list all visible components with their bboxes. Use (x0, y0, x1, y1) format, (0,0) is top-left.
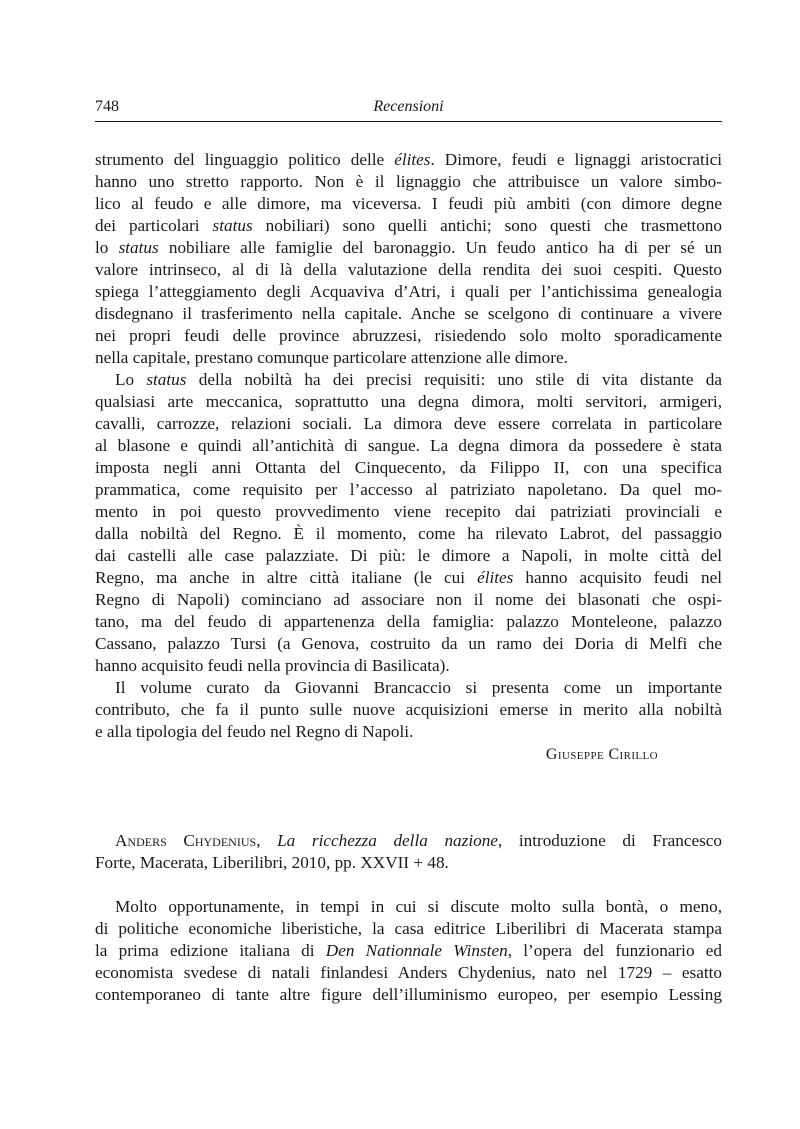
page-header (95, 98, 722, 120)
text-line: Regno, ma anche in altre città italiane (le cui élites hanno acquisito feudi nel (95, 568, 722, 587)
text-line: contemporaneo di tante altre figure dell’illuminismo europeo, per esempio Lessing (95, 985, 722, 1004)
text-line: hanno acquisito feudi nella provincia di Basilicata). (95, 656, 450, 675)
text-line: lico al feudo e alle dimore, ma viceversa. I feudi più ambiti (con dimore degne (95, 194, 722, 213)
text-line: Regno di Napoli) cominciano ad associare non il nome dei blasonati che ospi- (95, 590, 722, 609)
text-line: qualsiasi arte meccanica, soprattutto una degna dimora, molti servitori, armigeri, (95, 392, 722, 411)
text-line: nella capitale, prestano comunque particolare attenzione alle dimore. (95, 348, 568, 367)
text-line: dai castelli alle case palazziate. Di più: le dimore a Napoli, in molte città del (95, 546, 722, 565)
text-line: la prima edizione italiana di Den Nationnale Winsten, l’opera del funzionario ed (95, 941, 722, 960)
text-line: e alla tipologia del feudo nel Regno di Napoli. (95, 722, 414, 741)
citation-author: Anders Chydenius (115, 831, 257, 850)
text-line: strumento del linguaggio politico delle élites. Dimore, feudi e lignaggi aristocratici (95, 150, 722, 169)
text-line: Cassano, palazzo Tursi (a Genova, costruito da un ramo dei Doria di Melfi che (95, 634, 722, 653)
citation-title: La ricchezza della nazione (277, 831, 498, 850)
text-line: al blasone e quindi all’antichità di sangue. La degna dimora da possedere è stata (95, 436, 722, 455)
text-line: Lo status della nobiltà ha dei precisi requisiti: uno stile di vita distante da (115, 370, 722, 389)
text-line: contributo, che fa il punto sulle nuove acquisizioni emerse in merito alla nobiltà (95, 700, 722, 719)
citation-line: Anders Chydenius, La ricchezza della nazione, introduzione di Francesco (115, 831, 723, 850)
text-line: spiega l’atteggiamento degli Acquaviva d’Atri, i quali per l’antichissima genealogia (95, 282, 722, 301)
text-line: tano, ma del feudo di appartenenza della famiglia: palazzo Monteleone, palazzo (95, 612, 722, 631)
page-number: 748 (95, 98, 119, 115)
citation-line: Forte, Macerata, Liberilibri, 2010, pp. XXVII + 48. (95, 853, 449, 872)
text-line: imposta negli anni Ottanta del Cinquecento, da Filippo II, con una specifica (95, 458, 722, 477)
text-line: valore intrinseco, al di là della valutazione della rendita dei suoi cespiti. Questo (95, 260, 722, 279)
text-line: lo status nobiliare alle famiglie del baronaggio. Un feudo antico ha di per sé un (95, 238, 722, 257)
text-line: Il volume curato da Giovanni Brancaccio si presenta come un importante (115, 678, 722, 697)
text-line: dei particolari status nobiliari) sono quelli antichi; sono questi che trasmettono (95, 216, 722, 235)
text-line: cavalli, carrozze, relazioni sociali. La dimora deve essere correlata in particolare (95, 414, 722, 433)
text-line: di politiche economiche liberistiche, la casa editrice Liberilibri di Macerata stampa (95, 919, 722, 938)
text-line: dalla nobiltà del Regno. È il momento, come ha rilevato Labrot, del passaggio (95, 524, 722, 543)
text-line: Molto opportunamente, in tempi in cui si discute molto sulla bontà, o meno, (115, 897, 722, 916)
text-line: prammatica, come requisito per l’accesso al patriziato napoletano. Da quel mo- (95, 480, 722, 499)
text-line: mento in poi questo provvedimento viene recepito dai patriziati provinciali e (95, 502, 722, 521)
header-rule (95, 121, 722, 122)
text-line: nei propri feudi delle province abruzzesi, risiedendo solo molto sporadicamente (95, 326, 722, 345)
text-line: disdegnano il trasferimento nella capitale. Anche se scelgono di continuare a vivere (95, 304, 722, 323)
text-line: economista svedese di natali finlandesi Anders Chydenius, nato nel 1729 – esatto (95, 963, 722, 982)
reviewer-signature: Giuseppe Cirillo (545, 746, 658, 763)
running-head: Recensioni (373, 98, 444, 115)
text-line: hanno uno stretto rapporto. Non è il lignaggio che attribuisce un valore simbo- (95, 172, 722, 191)
